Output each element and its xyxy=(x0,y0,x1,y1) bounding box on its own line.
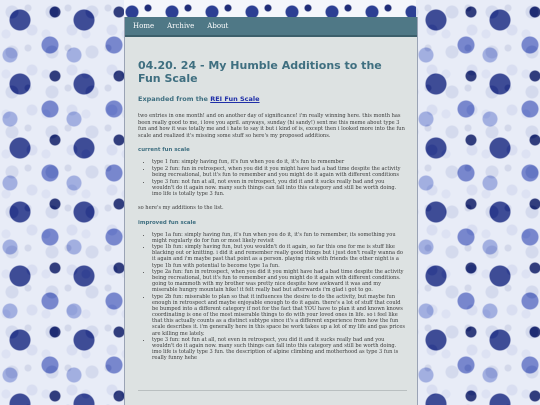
list-item: • type 3 fun: not fun at all, not even in retrospect, you did it and it sucks really bad and you wouldn't do it again now. many such things can fall into this category and still be worth doing. imo life is totally type 3 fun. the description of alpine climbing and motherhood as type 3 fun is really funny hehe xyxy=(152,337,407,361)
current-fun-scale-list xyxy=(138,159,407,197)
rei-fun-scale-link[interactable]: REI Fun Scale xyxy=(210,95,260,103)
subheading-prefix: Expanded from the xyxy=(138,95,211,103)
nav-about-link[interactable]: About xyxy=(207,22,229,30)
improved-fun-scale-heading: improved fun scale xyxy=(138,219,197,226)
current-fun-scale-heading: current fun scale xyxy=(138,147,190,154)
background-pattern-right xyxy=(416,0,540,405)
nav-archive-link[interactable]: Archive xyxy=(167,22,195,30)
post-content xyxy=(125,37,417,362)
footer-divider xyxy=(138,390,407,391)
post-subheading xyxy=(138,95,407,103)
list-item: • type 2a fun: fun in retrospect, when you did it you might have had a bad time despite the activity being recreational, but it's fun to remember and you might do it again with different conditions. going to mammoth with my brother was pretty nice despite how awkward it was and my miserable hungry mountain hike! it felt really bad but afterwards i'm glad i got to go. xyxy=(152,269,407,293)
list-item: • type 1b fun: simply having fun, but you wouldn't do it again, so far this one for me is stuff like blacking out or knitting. i did it and remember really good things but i just don't really wanna do it again and i'm maybe past that point as a person. playing risk with friends the other night is a type 1b fun with potential to become type 1a fun. xyxy=(152,244,407,268)
background-pattern-left xyxy=(0,0,124,405)
list-item: • type 3 fun: not fun at all, not even in retrospect, you did it and it sucks really bad and you wouldn't do it again now. many such things can fall into this category and still be worth doing. imo life is totally type 3 fun. xyxy=(152,179,407,197)
intro-paragraph: two entries in one month! and on another day of significance! i'm really winning here. this month has been really good to me, i love you april. anyways, sunday (hi sandy!) sent me this meme about type 3 fun and how it was totally me and i hate to say it but i kind of is, except then i looked more into the fun scale and realized it's missing some stuff so here's my proposed additions. xyxy=(138,113,405,139)
list-item: • type 2 fun: fun in retrospect, when you did it you might have had a bad time despite the activity being recreational, but it's fun to remember and you might do it again with different conditions xyxy=(152,166,407,178)
improved-fun-scale-list xyxy=(138,232,407,362)
list-item: • type 1a fun: simply having fun, it's fun when you do it, it's fun to remember, its something you might regularly do for fun or most likely revisit xyxy=(152,232,407,244)
nav-home-link[interactable]: Home xyxy=(133,22,155,30)
page-container xyxy=(124,17,418,405)
top-navbar xyxy=(125,17,417,37)
list-item: • type 2b fun: miserable to plan so that it influences the desire to do the activity, but maybe fun enough in retrospect and maybe enjoyable enough to do it again. there's a lot of stuff that could be bumped into a different category if not for the fact that YOU have to plan it and known knows coordinating is one of the most miserable things to do with your loved ones in life. so i feel like that this actually counts as a distinct subtype since it's a different experience from how the fun scale describes it. i'm generally here in this space be work takes up a lot of my life and gas prices are killing me lately. xyxy=(152,294,407,337)
transition-paragraph: so here's my additions to the list. xyxy=(138,204,224,211)
list-item: • type 1 fun: simply having fun, it's fun when you do it, it's fun to remember xyxy=(152,159,407,165)
post-title: 04.20. 24 - My Humble Additions to the Fun Scale xyxy=(138,59,382,85)
